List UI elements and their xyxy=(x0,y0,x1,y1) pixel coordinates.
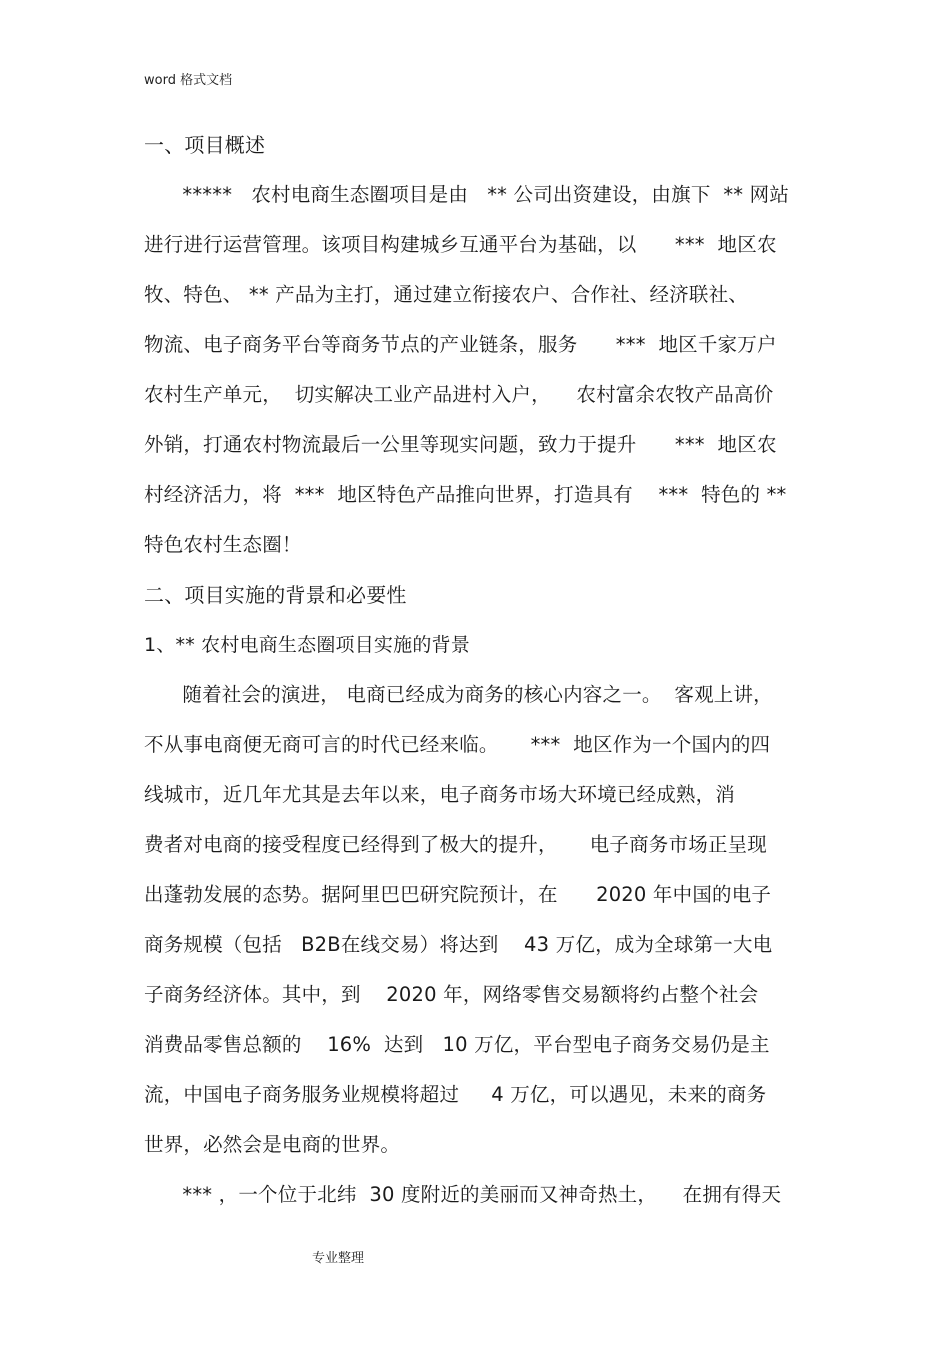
paragraph-line: *** ，一个位于北纬 30 度附近的美丽而又神奇热土， 在拥有得天 xyxy=(144,1183,782,1206)
paragraph-line: 消费品零售总额的 16% 达到 10 万亿，平台型电子商务交易仍是主 xyxy=(144,1033,770,1056)
paragraph-line: 子商务经济体。其中，到 2020 年，网络零售交易额将约占整个社会 xyxy=(144,983,759,1006)
paragraph-line: ***** 农村电商生态圈项目是由 ** 公司出资建设，由旗下 ** 网站 xyxy=(144,183,790,206)
paragraph-line: 牧、特色、 ** 产品为主打，通过建立衔接农户、合作社、经济联社、 xyxy=(144,283,748,306)
paragraph-line: 外销，打通农村物流最后一公里等现实问题，致力于提升 *** 地区农 xyxy=(144,433,777,456)
paragraph-line: 随着社会的演进， 电商已经成为商务的核心内容之一。 客观上讲， xyxy=(144,683,773,706)
paragraph-line: 世界，必然会是电商的世界。 xyxy=(144,1133,401,1156)
section-heading-1: 一、项目概述 xyxy=(144,133,266,157)
paragraph-line: 商务规模（包括 B2B在线交易）将达到 43 万亿，成为全球第一大电 xyxy=(144,933,773,956)
page-footer: 专业整理 xyxy=(312,1251,365,1266)
paragraph-line: 村经济活力，将 *** 地区特色产品推向世界，打造具有 *** 特色的 ** xyxy=(144,483,787,506)
paragraph-line: 流，中国电子商务服务业规模将超过 4 万亿，可以遇见，未来的商务 xyxy=(144,1083,767,1106)
page-header: word 格式文档 xyxy=(144,73,233,88)
paragraph-line: 不从事电商便无商可言的时代已经来临。 *** 地区作为一个国内的四 xyxy=(144,733,771,756)
paragraph-line: 出蓬勃发展的态势。据阿里巴巴研究院预计，在 2020 年中国的电子 xyxy=(144,883,772,906)
section-heading-2: 二、项目实施的背景和必要性 xyxy=(144,583,407,607)
subsection-heading: 1、** 农村电商生态圈项目实施的背景 xyxy=(144,634,470,656)
paragraph-line: 物流、电子商务平台等商务节点的产业链条，服务 *** 地区千家万户 xyxy=(144,333,777,356)
paragraph-line: 农村生产单元， 切实解决工业产品进村入户， 农村富余农牧产品高价 xyxy=(144,383,774,406)
paragraph-line: 费者对电商的接受程度已经得到了极大的提升， 电子商务市场正呈现 xyxy=(144,833,767,856)
paragraph-line: 线城市，近几年尤其是去年以来，电子商务市场大环境已经成熟，消 xyxy=(144,783,736,806)
paragraph-line: 特色农村生态圈！ xyxy=(144,533,302,556)
paragraph-line: 进行进行运营管理。该项目构建城乡互通平台为基础，以 *** 地区农 xyxy=(144,233,777,256)
document-body xyxy=(144,120,806,1220)
